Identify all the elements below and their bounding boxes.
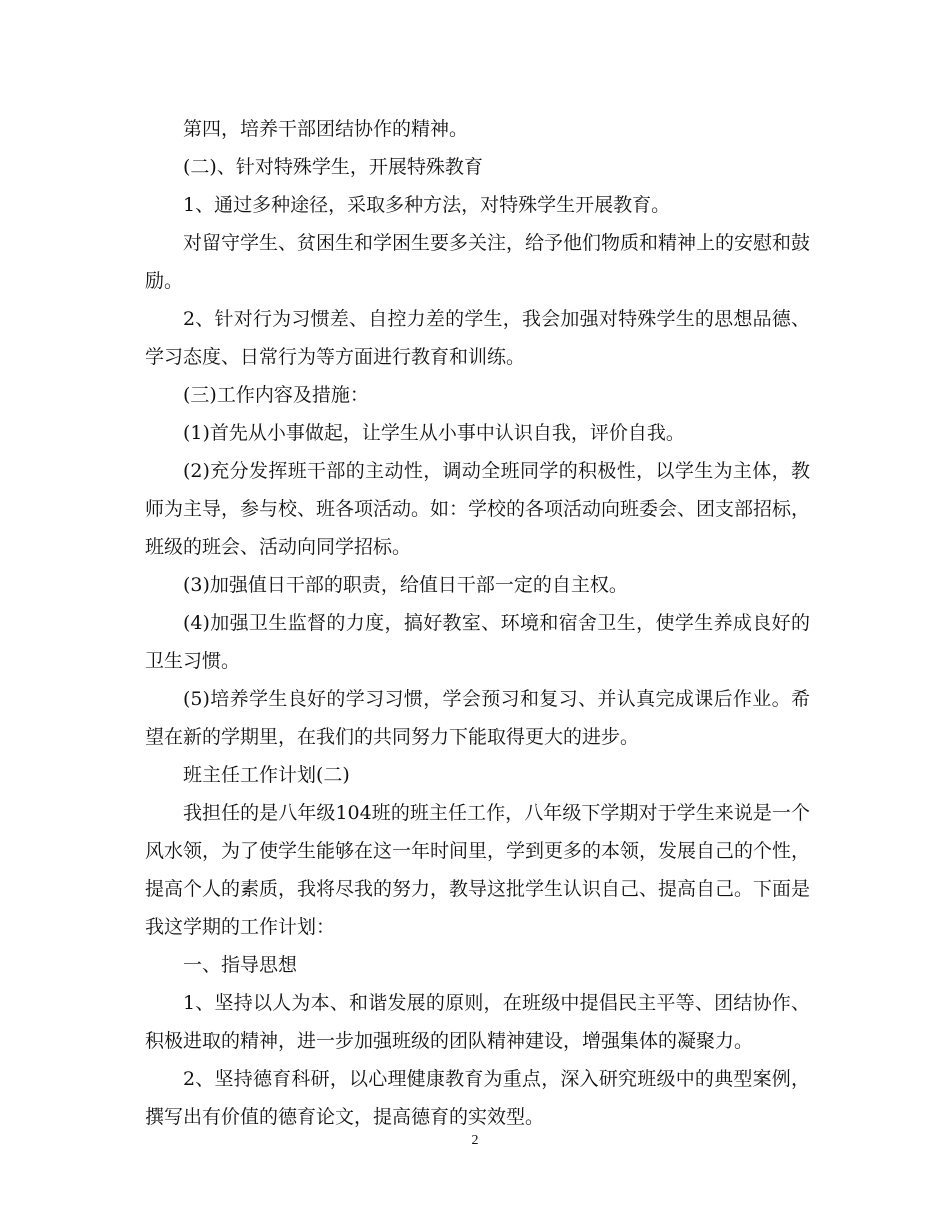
paragraph: 1、通过多种途径，采取多种方法，对特殊学生开展教育。 — [183, 194, 671, 216]
paragraph: 第四，培养干部团结协作的精神。 — [183, 118, 469, 140]
paragraph: 我担任的是八年级104班的班主任工作，八年级下学期对于学生来说是一个风水领，为了使学生能够在这一年时间里，学到更多的本领，发展自己的个性，提高个人的素质，我将尽我的努力，教导这批学生认识自己、提高自己。下面是我这学期的工作计划： — [145, 802, 811, 938]
paragraph: 2、坚持德育科研，以心理健康教育为重点，深入研究班级中的典型案例，撰写出有价值的德育论文，提高德育的实效型。 — [145, 1068, 810, 1128]
document-body — [145, 110, 810, 1136]
paragraph: (1)首先从小事做起，让学生从小事中认识自我，评价自我。 — [183, 422, 685, 444]
paragraph: (2)充分发挥班干部的主动性，调动全班同学的积极性，以学生为主体，教师为主导，参与校、班各项活动。如：学校的各项活动向班委会、团支部招标，班级的班会、活动向同学招标。 — [145, 460, 811, 558]
paragraph: (5)培养学生良好的学习习惯，学会预习和复习、并认真完成课后作业。希望在新的学期里，在我们的共同努力下能取得更大的进步。 — [145, 688, 810, 748]
paragraph: 2、针对行为习惯差、自控力差的学生，我会加强对特殊学生的思想品德、学习态度、日常行为等方面进行教育和训练。 — [145, 308, 810, 368]
page-number: 2 — [471, 1133, 479, 1148]
section-heading: (二)、针对特殊学生，开展特殊教育 — [183, 156, 483, 178]
paragraph: (3)加强值日干部的职责，给值日干部一定的自主权。 — [183, 574, 628, 596]
section-heading: (三)工作内容及措施： — [183, 384, 369, 406]
paragraph: (4)加强卫生监督的力度，搞好教室、环境和宿舍卫生，使学生养成良好的卫生习惯。 — [145, 612, 810, 672]
paragraph: 1、坚持以人为本、和谐发展的原则，在班级中提倡民主平等、团结协作、积极进取的精神，进一步加强班级的团队精神建设，增强集体的凝聚力。 — [145, 992, 810, 1052]
paragraph: 对留守学生、贫困生和学困生要多关注，给予他们物质和精神上的安慰和鼓励。 — [145, 232, 811, 292]
section-title: 班主任工作计划(二) — [183, 764, 350, 786]
section-heading: 一、指导思想 — [183, 954, 298, 976]
